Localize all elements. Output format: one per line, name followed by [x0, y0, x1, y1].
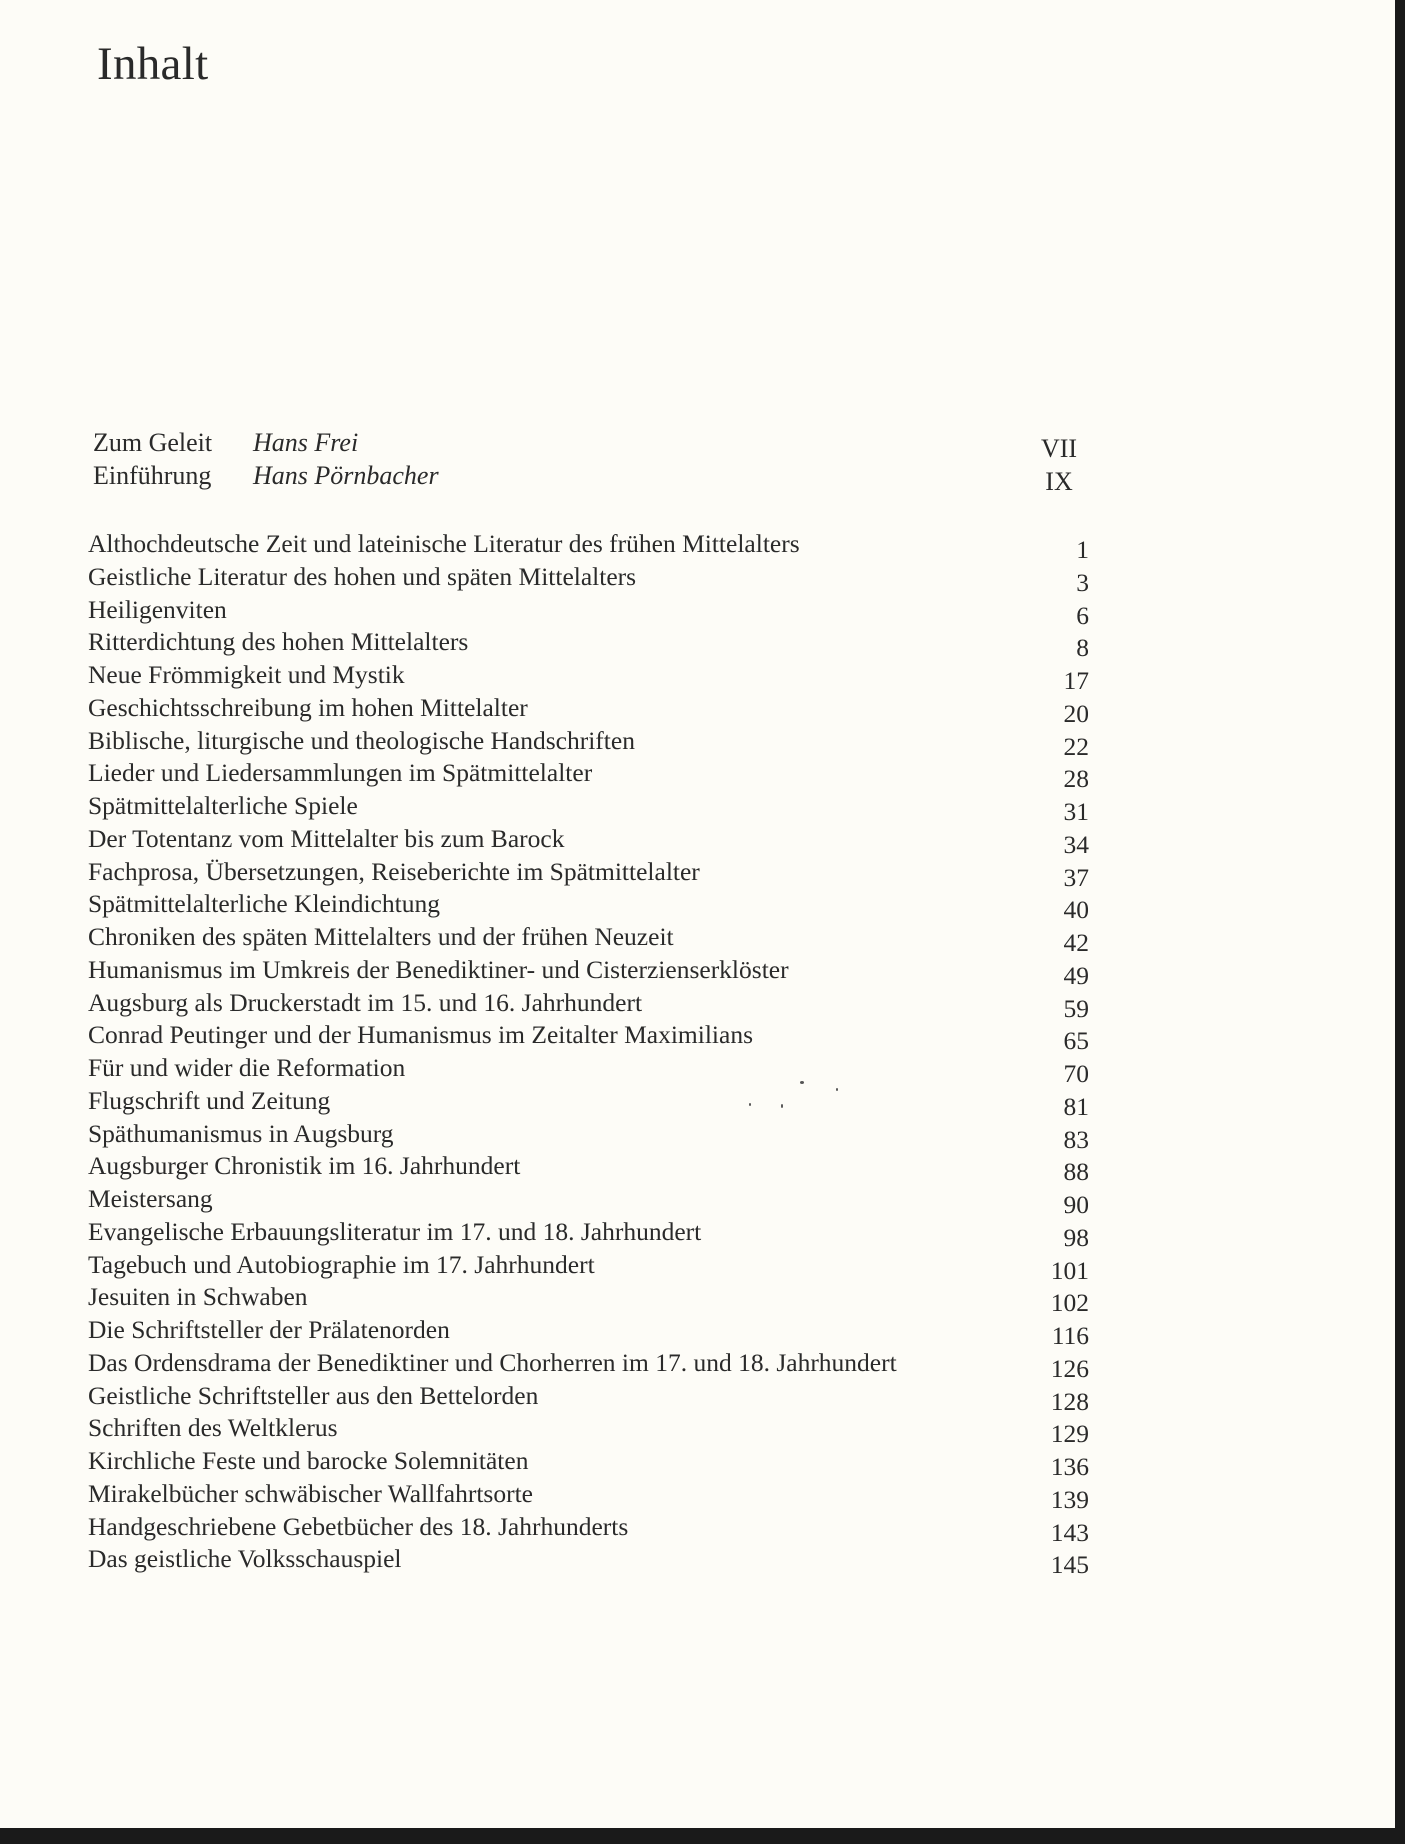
toc-entry-title: Schriften des Weltklerus	[88, 1413, 338, 1443]
toc-entry	[88, 594, 1089, 630]
page-title: Inhalt	[97, 38, 209, 90]
toc-entry-title: Die Schriftsteller der Prälatenorden	[88, 1315, 450, 1344]
table-of-contents	[88, 528, 1089, 1580]
toc-entry-title: Evangelische Erbauungsliteratur im 17. und 18. Jahrhundert	[88, 1216, 702, 1246]
toc-entry	[88, 1511, 1089, 1547]
toc-entry	[88, 1314, 1089, 1350]
toc-entry-title: Humanismus im Umkreis der Benediktiner- und Cisterzienserklöster	[88, 954, 789, 984]
toc-entry	[88, 757, 1089, 794]
toc-entry-title: Augsburger Chronistik im 16. Jahrhundert	[88, 1151, 521, 1181]
toc-page-number-text: 17	[1063, 666, 1089, 695]
toc-entry-title: Geistliche Literatur des hohen und späten Mittelalters	[88, 561, 637, 591]
toc-entry-title: Späthumanismus in Augsburg	[88, 1118, 394, 1148]
toc-page-number-text: 22	[1063, 731, 1089, 761]
toc-page-number-text: 1	[1076, 535, 1089, 564]
toc-entry	[88, 954, 1089, 990]
toc-entry	[88, 1347, 1089, 1383]
toc-entry-title: Heiligenviten	[88, 594, 227, 624]
toc-entry-title: Der Totentanz vom Mittelalter bis zum Barock	[88, 823, 565, 853]
toc-page-number-text: 98	[1063, 1222, 1089, 1252]
intro-section	[93, 426, 1089, 496]
toc-entry	[88, 921, 1089, 957]
intro-row-einfuehrung	[93, 459, 1089, 496]
toc-entry	[88, 626, 1089, 663]
toc-entry-title: Für und wider die Reformation	[88, 1053, 406, 1082]
toc-page-number-text: 88	[1063, 1157, 1089, 1187]
toc-page-number-text: 6	[1076, 600, 1089, 630]
toc-entry-title: Geschichtsschreibung im hohen Mittelalter	[88, 692, 528, 722]
toc-page-number-text: 139	[1050, 1484, 1089, 1514]
toc-entry-title: Das geistliche Volksschauspiel	[88, 1544, 402, 1574]
toc-page-number-text: 129	[1050, 1419, 1089, 1449]
toc-page-number-text: 81	[1063, 1091, 1089, 1121]
intro-page-number: IX	[1045, 467, 1073, 496]
toc-page-number-text: 65	[1063, 1026, 1089, 1056]
toc-entry-title: Augsburg als Druckerstadt im 15. und 16. Jahrhundert	[88, 987, 643, 1017]
toc-entry-title: Ritterdichtung des hohen Mittelalters	[88, 627, 469, 657]
toc-entry-title: Spätmittelalterliche Kleindichtung	[88, 889, 440, 919]
intro-page-number: VII	[1040, 434, 1078, 463]
toc-page-number-text: 37	[1063, 862, 1089, 892]
toc-entry-title: Conrad Peutinger und der Humanismus im Zeitalter Maximilians	[88, 1020, 754, 1050]
toc-page-number-text: 49	[1063, 960, 1089, 990]
toc-entry-title: Das Ordensdrama der Benediktiner und Chorherren im 17. und 18. Jahrhundert	[88, 1347, 897, 1377]
intro-author: Hans Frei	[253, 428, 359, 457]
toc-entry	[88, 1249, 1089, 1285]
toc-page-number-text: 59	[1063, 993, 1089, 1023]
toc-entry-title: Geistliche Schriftsteller aus den Bettelorden	[88, 1380, 539, 1410]
toc-page-number-text: 90	[1063, 1190, 1089, 1219]
toc-entry	[88, 790, 1089, 826]
toc-entry	[88, 1183, 1089, 1219]
toc-entry	[88, 659, 1089, 695]
toc-entry	[88, 888, 1089, 925]
toc-page-number-text: 28	[1063, 764, 1089, 794]
toc-entry-title: Lieder und Liedersammlungen im Spätmittelalter	[88, 758, 593, 788]
toc-entry	[88, 823, 1089, 859]
toc-entry	[88, 856, 1089, 892]
toc-page-number-text: 42	[1063, 928, 1089, 957]
toc-entry	[88, 528, 1089, 564]
toc-entry-title: Meistersang	[88, 1184, 213, 1213]
toc-entry	[88, 1019, 1089, 1056]
intro-label: Zum Geleit	[93, 428, 213, 457]
toc-entry	[88, 1543, 1089, 1580]
toc-entry-title: Kirchliche Feste und barocke Solemnitäten	[88, 1446, 529, 1475]
toc-entry-title: Althochdeutsche Zeit und lateinische Literatur des frühen Mittelalters	[88, 529, 800, 558]
toc-page-number-text: 31	[1063, 797, 1089, 826]
toc-entry	[88, 1150, 1089, 1187]
toc-entry	[88, 1052, 1089, 1088]
toc-entry	[88, 692, 1089, 728]
toc-entry-title: Handgeschriebene Gebetbücher des 18. Jahrhunderts	[88, 1511, 629, 1541]
toc-page-number-text: 136	[1050, 1452, 1089, 1481]
toc-page-number-text: 101	[1050, 1255, 1089, 1285]
toc-page-number-text: 126	[1050, 1353, 1089, 1383]
toc-entry-title: Spätmittelalterliche Spiele	[88, 791, 358, 820]
toc-page-number-text: 128	[1050, 1386, 1089, 1416]
toc-entry-title: Jesuiten in Schwaben	[88, 1282, 308, 1312]
intro-label: Einführung	[93, 461, 212, 490]
toc-entry	[88, 1380, 1089, 1416]
toc-page-number-text: 40	[1063, 895, 1089, 925]
toc-entry-page-number	[1019, 1549, 1089, 1581]
toc-entry-title: Biblische, liturgische und theologische Handschriften	[88, 725, 635, 755]
toc-entry	[88, 1445, 1089, 1481]
toc-page-number-text: 3	[1076, 567, 1089, 597]
toc-entry-title: Mirakelbücher schwäbischer Wallfahrtsorte	[88, 1478, 533, 1508]
toc-page-number-text: 20	[1063, 698, 1089, 728]
toc-entry	[88, 987, 1089, 1023]
toc-entry	[88, 1281, 1089, 1318]
toc-page-number-text: 116	[1051, 1321, 1089, 1350]
toc-entry	[88, 1085, 1089, 1121]
toc-page-number-text: 102	[1050, 1288, 1089, 1318]
toc-entry	[88, 561, 1089, 597]
toc-page-number-text: 143	[1050, 1517, 1089, 1547]
toc-entry-title: Tagebuch und Autobiographie im 17. Jahrhundert	[88, 1249, 595, 1279]
toc-page-number-text: 145	[1050, 1550, 1089, 1580]
toc-entry-title: Fachprosa, Übersetzungen, Reiseberichte im Spätmittelalter	[88, 856, 700, 886]
intro-author: Hans Pörnbacher	[253, 461, 439, 490]
toc-page-number-text: 70	[1063, 1059, 1089, 1088]
toc-page-number-text: 83	[1063, 1124, 1089, 1154]
toc-entry	[88, 1118, 1089, 1154]
toc-entry-title: Chroniken des späten Mittelalters und der frühen Neuzeit	[88, 922, 674, 951]
toc-entry	[88, 1216, 1089, 1252]
intro-row-geleit	[93, 426, 1089, 463]
toc-page-number-text: 34	[1063, 829, 1089, 859]
toc-entry-title: Flugschrift und Zeitung	[88, 1085, 331, 1115]
toc-entry	[88, 1412, 1089, 1449]
toc-entry	[88, 1478, 1089, 1514]
toc-page-number-text: 8	[1076, 633, 1089, 663]
toc-entry-title: Neue Frömmigkeit und Mystik	[88, 660, 405, 689]
toc-entry	[88, 725, 1089, 761]
